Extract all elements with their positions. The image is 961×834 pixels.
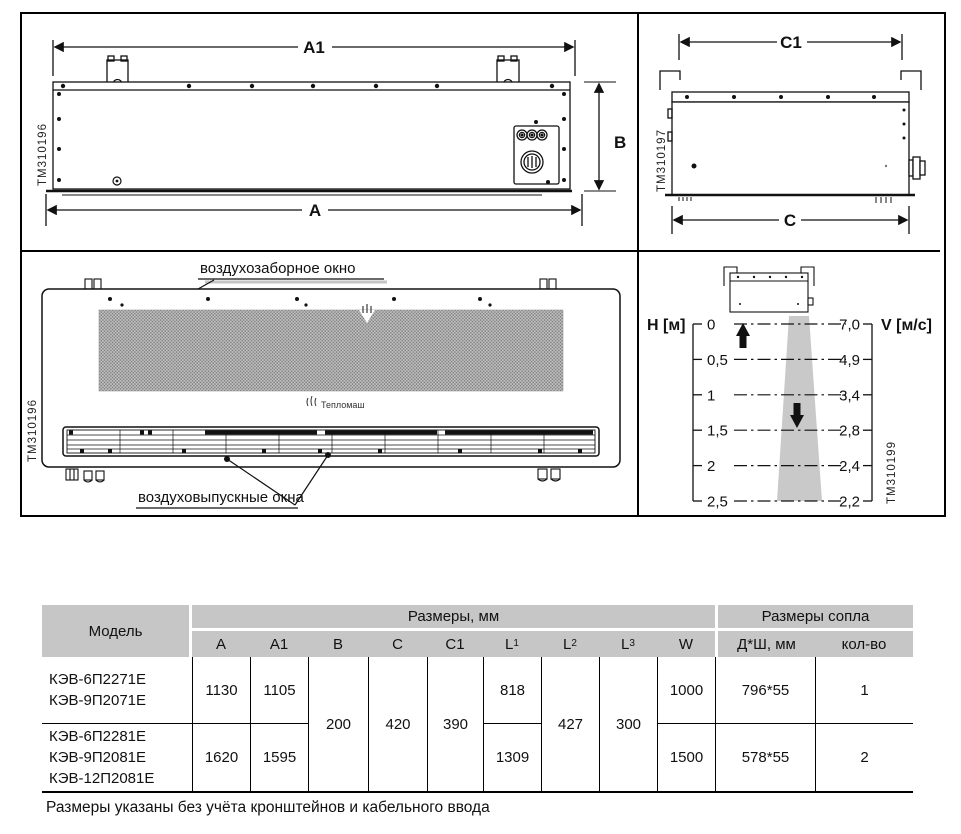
table-cell-l1: 818	[483, 657, 541, 724]
dim-c1-label: C1	[780, 33, 802, 52]
svg-text:3,4: 3,4	[839, 387, 860, 405]
table-cell-b: 200	[308, 657, 368, 791]
table-cell-models: КЭВ-6П2281Е КЭВ-9П2081Е КЭВ-12П2081Е	[42, 724, 192, 791]
airflow-chart-cell	[637, 250, 940, 515]
svg-text:2,4: 2,4	[839, 458, 860, 476]
col-header-nozzle-size: Д*Ш, мм	[715, 631, 815, 657]
col-header-c1: C1	[427, 631, 483, 657]
bottom-marks	[679, 197, 891, 203]
rear-view-cell	[22, 14, 637, 250]
table-cell-l3: 300	[599, 657, 657, 791]
svg-text:2,2: 2,2	[839, 493, 860, 511]
v-axis-label: V [м/с]	[881, 317, 932, 334]
table-cell-c1: 390	[427, 657, 483, 791]
dim-a1-label: A1	[303, 38, 325, 57]
table-cell-w: 1500	[657, 724, 715, 791]
col-header-w: W	[657, 631, 715, 657]
dim-a-label: A	[308, 201, 322, 220]
col-header-qty: кол-во	[815, 631, 913, 657]
v-axis-bracket	[863, 324, 872, 501]
intake-window-label: воздухозаборное окно	[200, 260, 356, 277]
table-cell-l2: 427	[541, 657, 599, 791]
airflow-chart	[639, 252, 940, 515]
svg-text:2,5: 2,5	[707, 493, 728, 511]
outlet-grille	[63, 427, 599, 456]
svg-text:0,5: 0,5	[707, 351, 728, 369]
col-header-b: B	[308, 631, 368, 657]
dim-b-label: B	[614, 133, 627, 152]
col-header-c: C	[368, 631, 427, 657]
drawing-code: TM310196	[37, 123, 49, 186]
ceiling-hook-left	[660, 71, 680, 90]
dim-c-label: C	[783, 211, 797, 230]
col-group-nozzle: Размеры сопла	[715, 605, 913, 631]
table-cell-l1: 1309	[483, 724, 541, 791]
col-header-l1: L 1	[483, 631, 541, 657]
table-cell-a: 1130	[192, 657, 250, 724]
col-header-model: Модель	[42, 605, 192, 657]
svg-text:4,9: 4,9	[839, 351, 860, 369]
intake-grille-hatch	[99, 310, 563, 391]
bottom-hooks	[66, 469, 560, 482]
col-header-a: A	[192, 631, 250, 657]
svg-text:1,5: 1,5	[707, 422, 728, 440]
svg-text:1: 1	[707, 387, 716, 405]
table-cell-qty: 1	[815, 657, 913, 724]
table-cell-a1: 1595	[250, 724, 308, 791]
figure-grid	[20, 12, 946, 517]
front-view-drawing	[22, 252, 637, 515]
brand-name: Тепломаш	[321, 400, 365, 410]
drawing-code: TM310197	[656, 129, 668, 192]
table-cell-nozzle: 578*55	[715, 724, 815, 791]
svg-text:2,8: 2,8	[839, 422, 860, 440]
rear-view-drawing	[22, 14, 637, 250]
svg-text:0: 0	[707, 316, 716, 334]
table-cell-a1: 1105	[250, 657, 308, 724]
v-tick-labels	[839, 317, 860, 511]
svg-text:7,0: 7,0	[839, 316, 860, 334]
intake-up-arrow-icon	[736, 323, 750, 348]
underline-shadow	[205, 281, 387, 284]
dimension-b	[584, 82, 616, 191]
col-header-l2: L 2	[541, 631, 599, 657]
table-cell-a: 1620	[192, 724, 250, 791]
drawing-code: TM310196	[27, 399, 39, 462]
table-cell-c: 420	[368, 657, 427, 791]
outlet-windows-label: воздуховыпускные окна	[138, 489, 304, 506]
col-header-a1: A1	[250, 631, 308, 657]
dimensions-table	[42, 605, 913, 793]
table-cell-qty: 2	[815, 724, 913, 791]
table-cell-models: КЭВ-6П2271Е КЭВ-9П2071Е	[42, 657, 192, 724]
footnote: Размеры указаны без учёта кронштейнов и кабельного ввода	[46, 799, 490, 816]
casing-side	[665, 92, 915, 195]
h-axis-label: H [м]	[647, 317, 686, 334]
col-group-dimensions: Размеры, мм	[192, 605, 715, 631]
table-cell-nozzle: 796*55	[715, 657, 815, 724]
svg-text:2: 2	[707, 458, 716, 476]
h-tick-labels	[707, 317, 728, 511]
casing-body	[46, 82, 572, 195]
side-view-drawing	[639, 14, 940, 250]
drawing-code: TM310199	[886, 441, 898, 504]
h-axis-bracket	[693, 324, 702, 501]
front-view-cell	[22, 250, 637, 515]
table-cell-w: 1000	[657, 657, 715, 724]
mini-unit-icon	[724, 267, 814, 312]
col-header-l3: L 3	[599, 631, 657, 657]
side-view-cell	[637, 14, 940, 250]
cable-gland	[909, 157, 925, 179]
ceiling-hook-right	[901, 71, 921, 90]
